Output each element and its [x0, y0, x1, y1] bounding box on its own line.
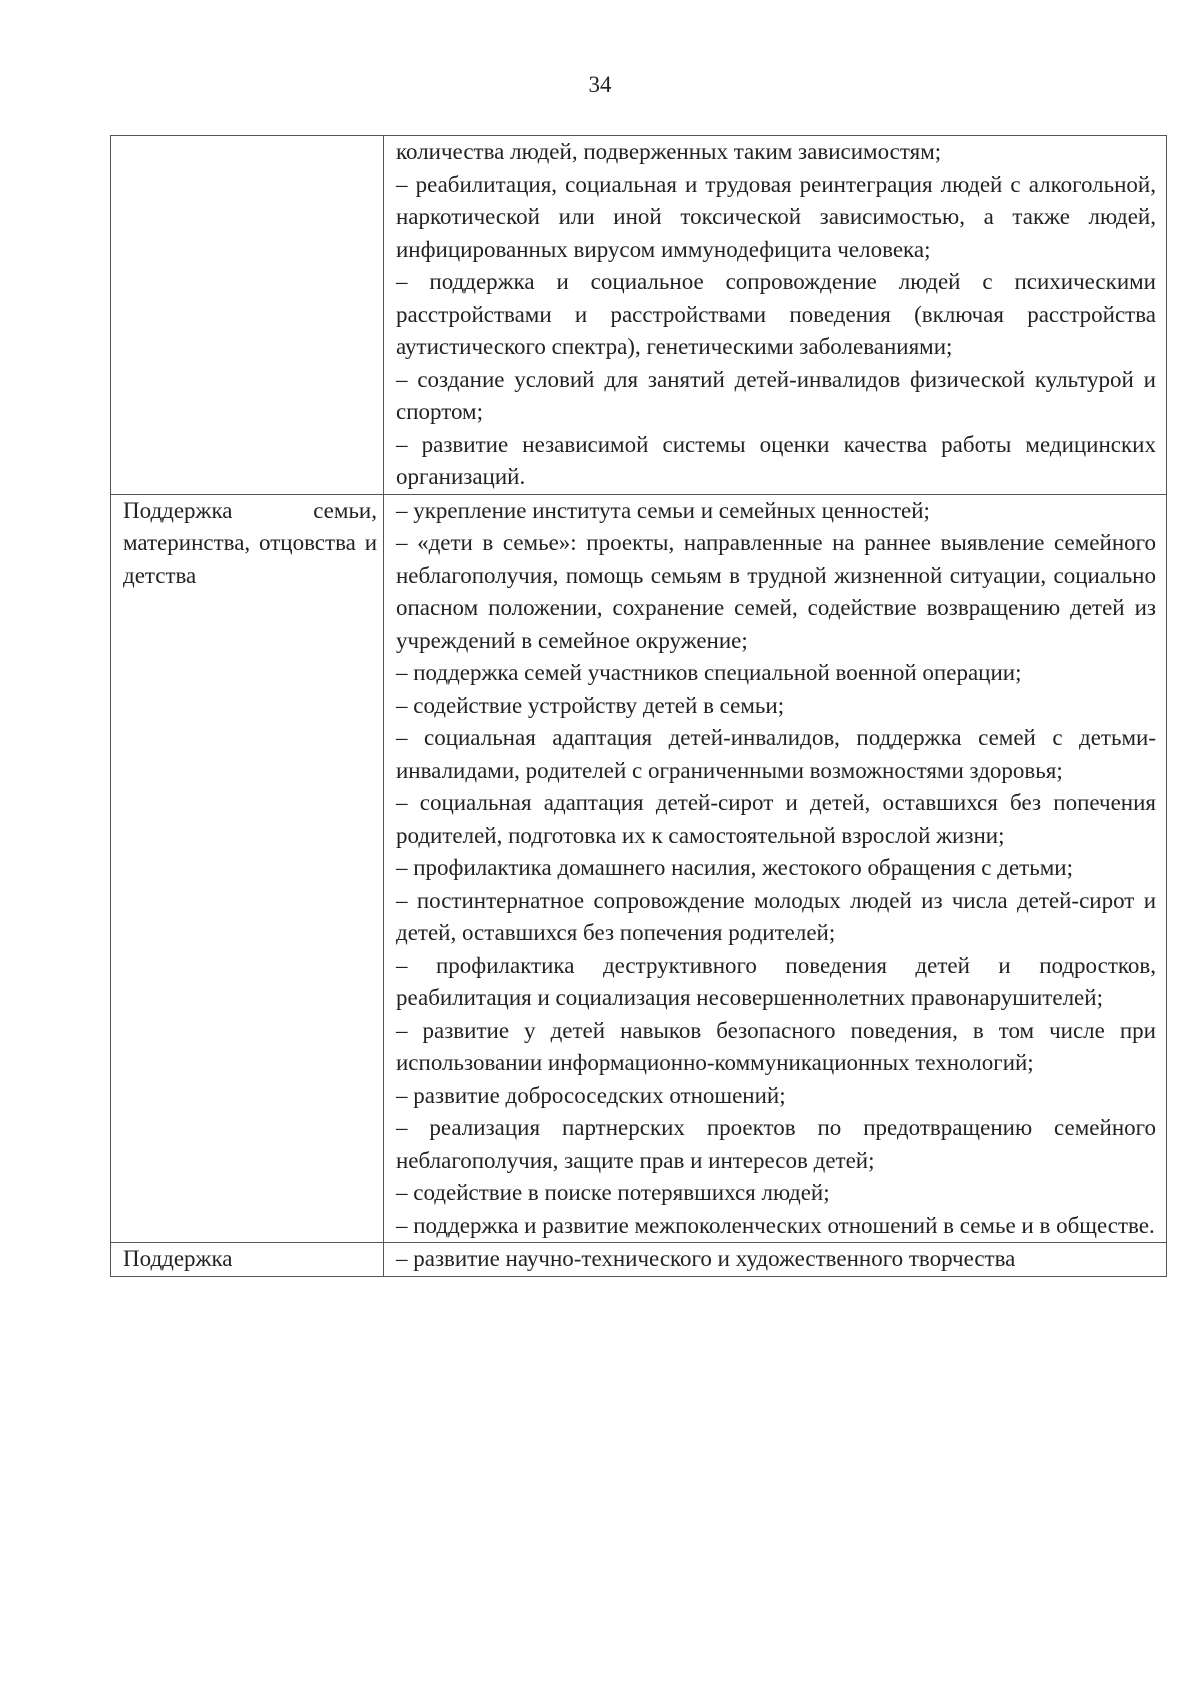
list-item: – реабилитация, социальная и трудовая реинтеграция людей с алкогольной, наркотической или иной токсической зависимостью, а также людей, инфицированных вирусом иммунодефицита человека; — [396, 171, 1156, 262]
list-item: – развитие независимой системы оценки качества работы медицинских организаций. — [396, 431, 1156, 489]
list-item: – профилактика деструктивного поведения детей и подростков, реабилитация и социализация несовершеннолетних правонарушителей; — [396, 952, 1156, 1010]
list-item: – поддержка семей участников специальной военной операции; — [396, 660, 1022, 685]
table-row — [111, 136, 1167, 495]
priority-areas-table — [110, 135, 1167, 1277]
items-cell — [384, 1243, 1167, 1277]
list-item: количества людей, подверженных таким зависимостям; — [396, 139, 942, 164]
list-item: – поддержка и социальное сопровождение людей с психическими расстройствами и расстройствами поведения (включая расстройства аутистического спектра), генетическими заболеваниями; — [396, 269, 1156, 359]
list-item: – содействие в поиске потерявшихся людей; — [396, 1180, 830, 1205]
list-item: – создание условий для занятий детей-инвалидов физической культурой и спортом; — [396, 366, 1156, 424]
category-cell — [111, 136, 384, 495]
category-cell — [111, 494, 384, 1243]
list-item: – поддержка и развитие межпоколенческих отношений в семье и в обществе. — [396, 1212, 1155, 1238]
list-item: – постинтернатное сопровождение молодых людей из числа детей-сирот и детей, оставшихся без попечения родителей; — [396, 887, 1156, 945]
list-item: – реализация партнерских проектов по предотвращению семейного неблагополучия, защите прав и интересов детей; — [396, 1115, 1156, 1173]
list-item: – профилактика домашнего насилия, жестокого обращения с детьми; — [396, 855, 1073, 880]
page-number: 34 — [588, 72, 612, 97]
list-item: – развитие у детей навыков безопасного поведения, в том числе при использовании информационно-коммуникационных технологий; — [396, 1017, 1156, 1075]
table-row — [111, 494, 1167, 1243]
category-label: Поддержка семьи, материнства, отцовства и детства — [123, 497, 377, 588]
table-row — [111, 1243, 1167, 1277]
items-cell — [384, 136, 1167, 495]
list-item: – социальная адаптация детей-инвалидов, поддержка семей с детьми-инвалидами, родителей с ограниченными возможностями здоровья; — [396, 725, 1156, 783]
items-cell — [384, 494, 1167, 1243]
list-item: – «дети в семье»: проекты, направленные на раннее выявление семейного неблагополучия, помощь семьям в трудной жизненной ситуации, социально опасном положении, сохранение семей, содействие возвращению детей из учреждений в семейное окружение; — [396, 530, 1156, 653]
list-item: – социальная адаптация детей-сирот и детей, оставшихся без попечения родителей, подготовка их к самостоятельной взрослой жизни; — [396, 790, 1156, 848]
list-item: – развитие научно-технического и художественного творчества — [396, 1246, 1016, 1271]
list-item: – содействие устройству детей в семьи; — [396, 692, 785, 718]
category-cell: Поддержка — [111, 1243, 384, 1277]
list-item: – развитие добрососедских отношений; — [396, 1082, 786, 1108]
list-item: – укрепление института семьи и семейных ценностей; — [396, 497, 930, 523]
